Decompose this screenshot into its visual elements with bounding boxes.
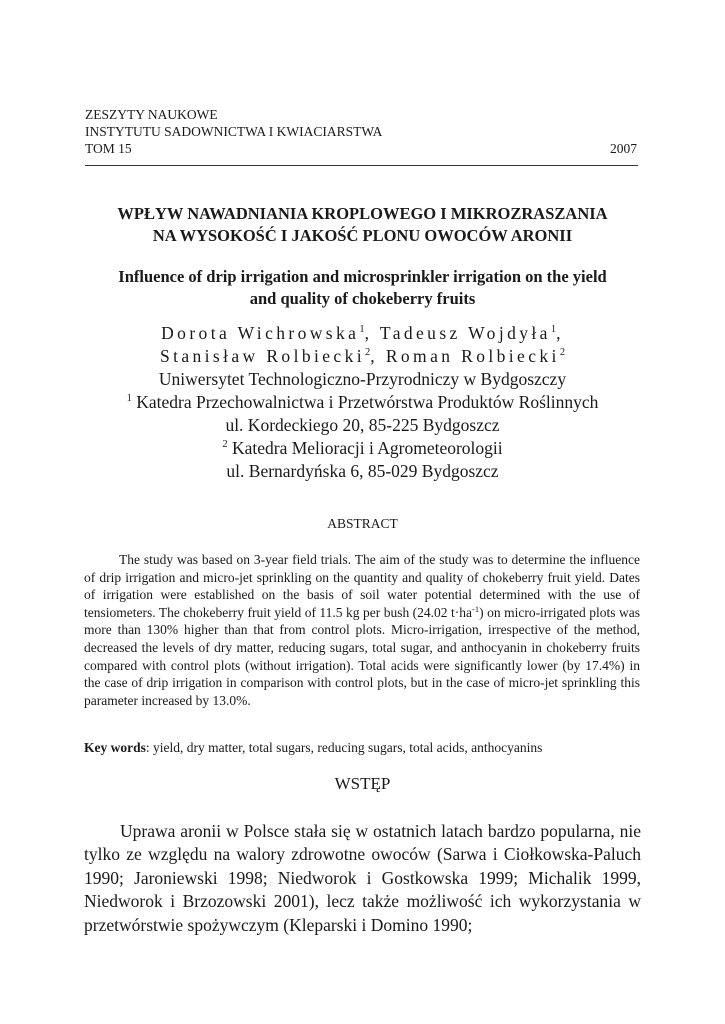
- department-2-address: ul. Bernardyńska 6, 85-029 Bydgoszcz: [226, 461, 499, 481]
- department-1-name: Katedra Przechowalnictwa i Przetwórstwa Produktów Roślinnych: [136, 392, 599, 412]
- author-affiliation-mark: 1: [550, 324, 557, 335]
- header-rule: [85, 165, 638, 166]
- author-name: Tadeusz Wojdyła: [379, 323, 551, 343]
- abstract-body: [84, 551, 640, 709]
- author-name: Dorota Wichrowska: [161, 323, 360, 343]
- authors-line1: Dorota Wichrowska$^1$, Tadeusz Wojdyła$^1$,: [161, 323, 564, 343]
- department-2-mark: 2: [222, 439, 228, 450]
- abstract-superscript: -1: [472, 603, 480, 614]
- journal-header: [85, 106, 637, 157]
- journal-name-line1: ZESZYTY NAUKOWE: [85, 107, 218, 122]
- author-name: Stanisław Rolbiecki: [159, 346, 366, 366]
- intro-paragraph: Uprawa aronii w Polsce stała się w ostatnich latach bardzo popularna, nie tylko ze względu na walory zdrowotne owoców (Sarwa i Ciołkowska-Paluch 1990; Jaroniewski 1998; Niedworok i Gostkowska 1999; Michalik 1999, Niedworok i Brzozowski 2001), lecz także możliwość ich wykorzystania w przetwórstwie spożywczym (Kleparski i Domino 1990;: [84, 821, 641, 935]
- journal-year: 2007: [610, 141, 637, 156]
- department-1-address: ul. Kordeckiego 20, 85-225 Bydgoszcz: [225, 415, 500, 435]
- abstract-text-part2: ) on micro-irrigated plots was more than 130% higher than that from control plots. Micro-irrigation, irrespective of the method, decreased the levels of dry matter, reducing sugars, total sugar, and anthocyanin in chokeberry fruits compared with control plots (without irrigation). Total acids were significantly lower (by 17.4%) in the case of drip irrigation in comparison with control plots, but in the case of micro-jet sprinkling this parameter increased by 13.0%.: [84, 604, 640, 708]
- department-2-name: Katedra Melioracji i Agrometeorologii: [231, 438, 503, 458]
- abstract-text-part1: The study was based on 3-year field trials. The aim of the study was to determine the influence of drip irrigation and micro-jet sprinkling on the quantity and quality of chokeberry fruit yield. Dates of irrigation were established on the basis of soil water potential determined with the use of tensiometers. The chokeberry fruit yield of 11.5 kg per bush (24.02 t·ha: [84, 552, 640, 620]
- title-polish-line1: WPŁYW NAWADNIANIA KROPLOWEGO I MIKROZRASZANIA: [117, 204, 608, 223]
- author-affiliation-mark: 2: [559, 347, 566, 358]
- intro-body: [84, 820, 641, 937]
- author-name: Roman Rolbiecki: [385, 346, 560, 366]
- journal-name-line2: INSTYTUTU SADOWNICTWA I KWIACIARSTWA: [85, 124, 383, 139]
- department-2: [40, 437, 685, 460]
- authors-block: [40, 322, 685, 483]
- keywords: [84, 740, 644, 756]
- department-1-mark: 1: [126, 393, 132, 404]
- title-english-line1: Influence of drip irrigation and microsprinkler irrigation on the yield: [118, 267, 607, 286]
- keywords-label: Key words: [84, 740, 146, 755]
- title-polish-line2: NA WYSOKOŚĆ I JAKOŚĆ PLONU OWOCÓW ARONII: [152, 226, 573, 245]
- section-heading: WSTĘP: [334, 774, 391, 793]
- abstract-heading: ABSTRACT: [327, 516, 398, 531]
- title-polish: [60, 203, 665, 247]
- keywords-text: : yield, dry matter, total sugars, reducing sugars, total acids, anthocyanins: [145, 740, 543, 755]
- title-english-line2: and quality of chokeberry fruits: [249, 289, 476, 308]
- abstract-paragraph: [84, 551, 640, 709]
- journal-volume-row: [85, 140, 637, 157]
- author-affiliation-mark: 1: [359, 324, 365, 335]
- author-affiliation-mark: 2: [365, 347, 371, 358]
- journal-volume: TOM 15: [85, 141, 132, 156]
- authors-line2: Stanisław Rolbiecki$^2$, Roman Rolbiecki$^2$: [159, 346, 566, 366]
- title-english: [60, 266, 665, 310]
- university: Uniwersytet Technologiczno-Przyrodniczy w Bydgoszczy: [158, 369, 567, 389]
- department-1: [40, 391, 685, 414]
